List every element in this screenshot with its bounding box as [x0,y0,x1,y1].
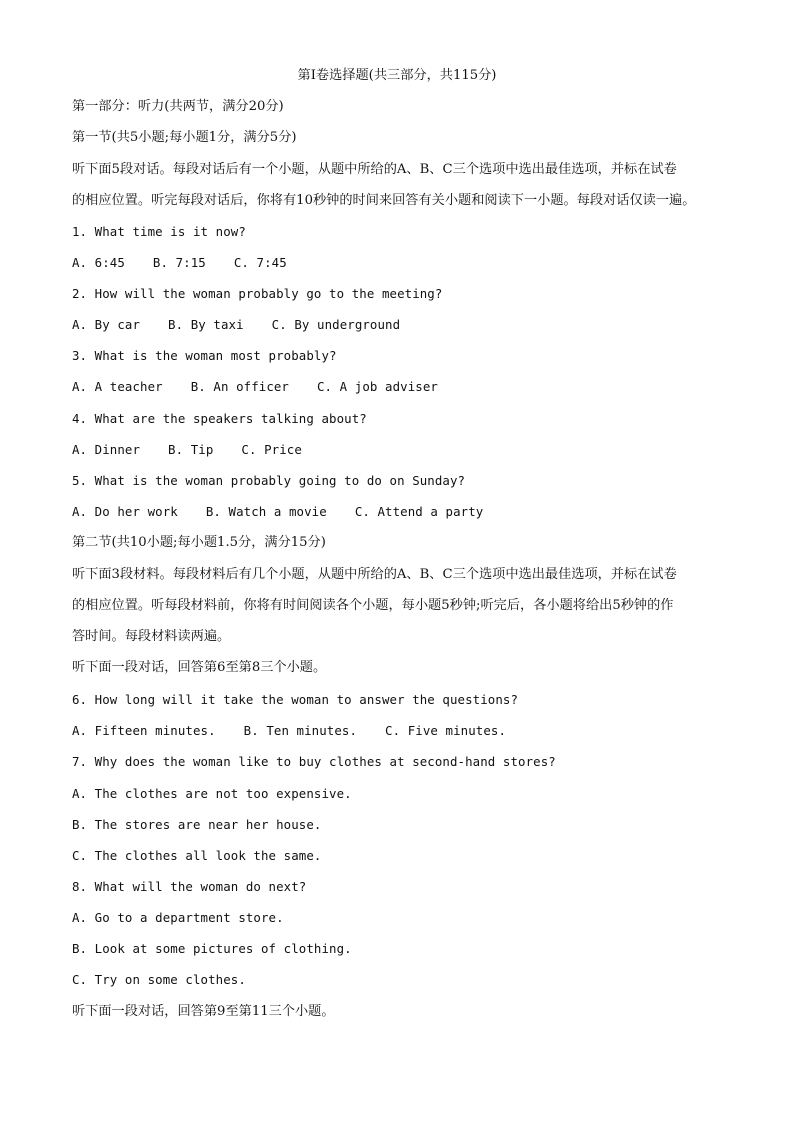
instruction-line: 听下面5段对话。每段对话后有一个小题，从题中所给的A、B、C三个选项中选出最佳选项，并标在试卷 [72,162,677,177]
question-options [72,502,734,522]
question-stem: 8. What will the woman do next? [72,879,307,894]
option-c: C. A job adviser [317,379,438,394]
option-a: A. 6:45 [72,255,125,270]
option-b: B. Ten minutes. [243,723,358,738]
dialog-instruction: 听下面一段对话，回答第9至第11三个小题。 [72,1004,335,1019]
instruction-line: 答时间。每段材料读两遍。 [72,629,231,644]
option-c: C. Price [241,442,302,457]
question-options [72,315,734,335]
option-a: A. By car [72,317,141,332]
dialog-instruction: 听下面一段对话，回答第6至第8三个小题。 [72,660,327,675]
option-a: A. Dinner [72,442,141,457]
instruction-line: 的相应位置。听每段材料前，你将有时间阅读各个小题，每小题5秒钟;听完后，各小题将给出5秒钟的作 [72,598,674,613]
option-b: B. The stores are near her house. [72,817,322,832]
option-c: C. Try on some clothes. [72,972,246,987]
question-stem: 2. How will the woman probably go to the meeting? [72,286,443,301]
question-options [72,440,734,460]
question-stem: 4. What are the speakers talking about? [72,411,367,426]
option-a: A. The clothes are not too expensive. [72,786,352,801]
option-b: B. An officer [190,379,289,394]
option-a: A. Go to a department store. [72,910,284,925]
section-heading: 第二节(共10小题;每小题1.5分，满分15分) [72,535,326,550]
instruction-line: 听下面3段材料。每段材料后有几个小题，从题中所给的A、B、C三个选项中选出最佳选项，并标在试卷 [72,567,677,582]
option-c: C. By underground [271,317,401,332]
question-stem: 5. What is the woman probably going to do on Sunday? [72,473,466,488]
option-c: C. 7:45 [233,255,287,270]
option-a: A. Do her work [72,504,178,519]
option-c: C. Five minutes. [385,723,507,738]
option-b: B. Tip [168,442,214,457]
question-options [72,377,734,397]
option-a: A. Fifteen minutes. [72,723,216,738]
option-b: B. 7:15 [152,255,206,270]
question-stem: 6. How long will it take the woman to answer the questions? [72,692,519,707]
option-c: C. Attend a party [354,504,484,519]
question-options [72,721,734,741]
question-stem: 3. What is the woman most probably? [72,348,337,363]
question-stem: 1. What time is it now? [72,224,246,239]
question-stem: 7. Why does the woman like to buy clothes at second-hand stores? [72,754,556,769]
instruction-line: 的相应位置。听完每段对话后，你将有10秒钟的时间来回答有关小题和阅读下一小题。每段对话仅读一遍。 [72,193,696,208]
option-c: C. The clothes all look the same. [72,848,322,863]
option-a: A. A teacher [72,379,163,394]
section-heading: 第一节(共5小题;每小题1分，满分5分) [72,130,297,145]
page-title: 第Ⅰ卷选择题(共三部分，共115分) [297,68,497,83]
option-b: B. Watch a movie [205,504,327,519]
question-options [72,253,734,273]
option-b: B. Look at some pictures of clothing. [72,941,352,956]
part-heading: 第一部分：听力(共两节，满分20分) [72,99,284,114]
option-b: B. By taxi [168,317,244,332]
